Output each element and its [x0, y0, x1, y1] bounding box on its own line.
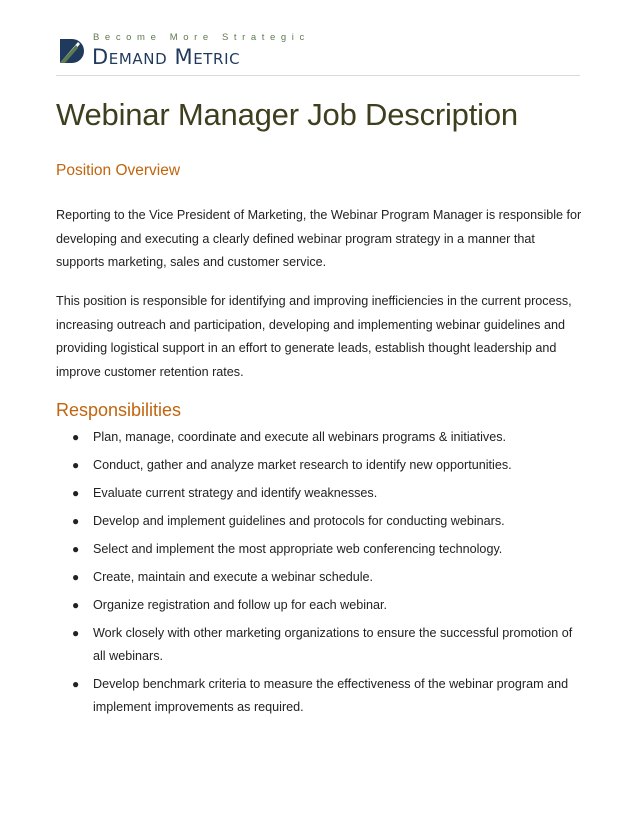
list-item-text: Develop benchmark criteria to measure the effectiveness of the webinar program and implement improvements as required. — [93, 677, 569, 714]
bullet-icon: ● — [72, 514, 80, 528]
list-item — [56, 454, 586, 477]
list-item — [56, 622, 586, 668]
list-item-text: Plan, manage, coordinate and execute all webinars programs & initiatives. — [93, 430, 507, 444]
position-overview-heading: Position Overview — [56, 162, 181, 179]
list-item — [56, 673, 586, 719]
bullet-icon: ● — [72, 598, 80, 612]
list-item — [56, 482, 586, 505]
header-divider — [56, 75, 580, 76]
list-item-text: Organize registration and follow up for each webinar. — [93, 598, 388, 612]
responsibilities-list — [56, 426, 586, 724]
list-item — [56, 566, 586, 589]
list-item-text: Create, maintain and execute a webinar schedule. — [93, 570, 374, 584]
brand-name: Demand Metric — [92, 45, 241, 69]
list-item-text: Evaluate current strategy and identify weaknesses. — [93, 486, 378, 500]
bullet-icon: ● — [72, 570, 80, 584]
list-item-text: Develop and implement guidelines and protocols for conducting webinars. — [93, 514, 505, 528]
list-item-text: Select and implement the most appropriate web conferencing technology. — [93, 542, 503, 556]
list-item — [56, 538, 586, 561]
document-header — [56, 30, 586, 76]
tagline: Become More Strategic — [93, 32, 310, 43]
overview-paragraph: This position is responsible for identifying and improving inefficiencies in the current process, increasing outreach and participation, developing and implementing webinar guidelines and providing logistical support in an effort to generate leads, establish thought leadership and improve customer retention rates. — [56, 294, 572, 379]
bullet-icon: ● — [72, 542, 80, 556]
list-item — [56, 426, 586, 449]
bullet-icon: ● — [72, 430, 80, 444]
bullet-icon: ● — [72, 458, 80, 472]
bullet-icon: ● — [72, 486, 80, 500]
list-item-text: Conduct, gather and analyze market research to identify new opportunities. — [93, 458, 512, 472]
responsibilities-heading: Responsibilities — [56, 400, 182, 420]
list-item — [56, 510, 586, 533]
list-item — [56, 594, 586, 617]
page-title: Webinar Manager Job Description — [56, 97, 518, 132]
bullet-icon: ● — [72, 626, 80, 640]
list-item-text: Work closely with other marketing organizations to ensure the successful promotion of all webinars. — [93, 626, 573, 663]
bullet-icon: ● — [72, 677, 80, 691]
demand-metric-logo-icon — [56, 36, 86, 66]
overview-paragraph: Reporting to the Vice President of Marketing, the Webinar Program Manager is responsible for developing and executing a clearly defined webinar program strategy in a manner that supports marketing, sales and customer service. — [56, 208, 582, 269]
